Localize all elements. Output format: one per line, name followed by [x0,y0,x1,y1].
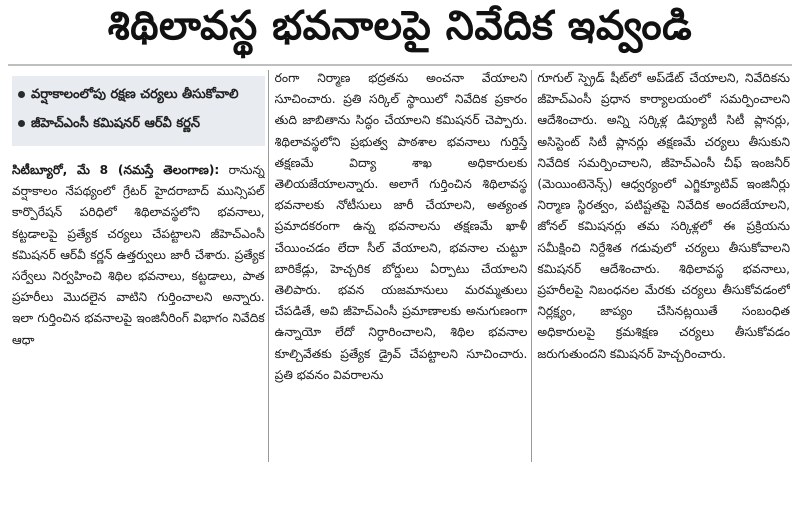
summary-point-text: వర్షాకాలంలోపు రక్షణ చర్యలు తీసుకోవాలి [31,87,239,102]
column-divider [531,70,532,462]
column-3-text: గూగుల్ స్ప్రెడ్ షీట్‌లో అప్‌డేట్ చేయాలని, నివేదికను జీహెచ్ఎంసీ ప్రధాన కార్యాలయంలో సమర్పించాలని ఆదేశించారు. అన్ని సర్కిళ్ల డిప్యూటీ సిటీ ప్లానర్లు, అసిస్టెంట్ సిటీ ప్లానర్లు తక్షణమే చర్యలు తీసుకుని నివేదిక సమర్పించాలని, జీహెచ్ఎంసీ చీఫ్ ఇంజనీర్ (మెయింటెనెన్స్) ఆధ్వర్యంలో ఎగ్జిక్యూటివ్ ఇంజినీర్లు నిర్మాణ స్థిరత్వం, పటిష్టతపై నివేదిక అందజేయాలని, జోనల్ కమిషనర్లు తమ సర్కిళ్లలో ఈ ప్రక్రియను సమీక్షించి నిర్దేశిత గడువులో చర్యలు తీసుకోవాలని కమిషనర్ ఆదేశించారు. శిథిలావస్థ భవనాలు, ప్రహరీలపై నిబంధనల మేరకు చర్యలు తీసుకోవడంలో నిర్లక్ష్యం, జాప్యం చేసినట్లయితే సంబంధిత అధికారులపై క్రమశిక్షణ చర్యలు తీసుకోవడం జరుగుతుందని కమిషనర్ హెచ్చరించారు. [537,71,791,361]
headline-divider [8,64,792,66]
column-divider [268,70,269,462]
headline: శిథిలావస్థ భవనాలపై నివేదిక ఇవ్వండి [107,3,693,49]
summary-box [12,76,265,146]
column-1-paragraph: రానున్న వర్షాకాలం నేపథ్యంలో గ్రేటర్ హైదరాబాద్ మున్సిపల్ కార్పొరేషన్ పరిధిలో శిథిలావస్థలోని భవనాలు, కట్టడాలపై ప్రత్యేక చర్యలు చేపట్టాలని జీహెచ్ఎంసీ కమిషనర్ ఆర్‌వీ కర్ణన్ ఉత్తర్వులు జారీ చేశారు. ప్రత్యేక సర్వేలు నిర్వహించి శిథిల భవనాలు, కట్టడాలు, పాత ప్రహరీలు మొదలైన వాటిని గుర్తించాలని అన్నారు. ఇలా గుర్తించిన భవనాలపై ఇంజినీరింగ్ విభాగం నివేదిక ఆధా [12,163,265,347]
summary-point-text: జీహెచ్ఎంసీ కమిషనర్ ఆర్‌వీ కర్ణన్ [31,116,200,131]
column-2-text: రంగా నిర్మాణ భద్రతను అంచనా వేయాలని సూచించారు. ప్రతి సర్కిల్ స్థాయిలో నివేదిక ప్రకారం తుది జాబితాను సిద్ధం చేయాలని కమిషనర్ చెప్పారు. శిథిలావస్థలోని ప్రభుత్వ పాఠశాల భవనాలు గుర్తిస్తే తక్షణమే విద్యా శాఖ అధికారులకు తెలియజేయాలన్నారు. అలాగే గుర్తించిన శిథిలావస్థ భవనాలకు నోటీసులు జారీ చేయాలని, అత్యంత ప్రమాదకరంగా ఉన్న భవనాలను తక్షణమే ఖాళీ చేయించడం లేదా సీల్ వేయాలని, భవనాల చుట్టూ బారికేడ్లు, హెచ్చరిక బోర్డులు ఏర్పాటు చేయాలని తెలిపారు. భవన యజమానులు మరమ్మతులు చేపడితే, అవి జీహెచ్ఎంసీ ప్రమాణాలకు అనుగుణంగా ఉన్నాయో లేదో నిర్ధారించాలని, శిథిల భవనాల కూల్చివేతకు ప్రత్యేక డ్రైవ్ చేపట్టాలని సూచించారు. ప్రతి భవనం వివరాలను [274,71,528,382]
summary-point [18,111,259,136]
column-3 [537,68,790,508]
column-2 [275,68,528,508]
summary-point [18,82,259,107]
column-1-text [12,160,265,351]
dateline: సిటీబ్యూరో, మే 8 (నమస్తే తెలంగాణ): [12,163,220,177]
article-body [12,68,790,508]
column-1 [12,68,265,508]
bullet-icon [18,120,25,127]
bullet-icon [18,91,25,98]
